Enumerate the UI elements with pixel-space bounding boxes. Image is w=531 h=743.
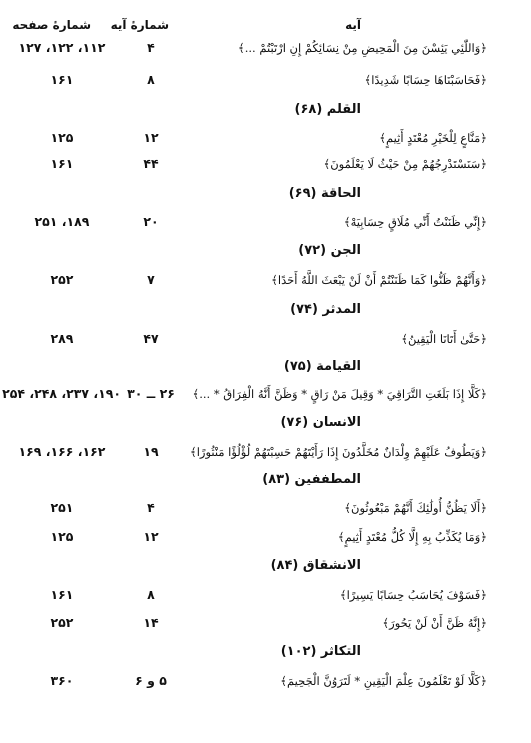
surah-title: القلم (۶۸) xyxy=(294,102,361,117)
table-row xyxy=(0,497,531,519)
page-numbers: ۳۶۰ xyxy=(50,673,74,688)
column-header-ayah: آيه xyxy=(345,18,361,32)
table-row xyxy=(0,584,531,606)
page-numbers: ۱۹۰، ۲۳۷، ۲۴۸، ۲۵۴ xyxy=(2,386,121,401)
surah-section-heading xyxy=(0,99,531,121)
ayah-number: ۸ xyxy=(147,72,155,87)
page-numbers: ۱۲۵ xyxy=(50,130,74,145)
surah-title: التكاثر (۱۰۲) xyxy=(280,644,361,659)
ayah-number: ۱۴ xyxy=(143,615,159,630)
table-row xyxy=(0,526,531,548)
table-row xyxy=(0,153,531,175)
surah-title: الانسان (۷۶) xyxy=(280,415,361,430)
ayah-number: ۲۶ ــ ۳۰ xyxy=(127,386,175,401)
table-row xyxy=(0,37,531,59)
surah-section-heading xyxy=(0,299,531,321)
page-numbers: ۲۵۲ xyxy=(50,615,74,630)
page-numbers: ۱۶۱ xyxy=(50,72,74,87)
ayah-number: ۷ xyxy=(147,272,155,287)
surah-title: الحاقة (۶۹) xyxy=(288,186,361,201)
surah-section-heading xyxy=(0,183,531,205)
table-row xyxy=(0,328,531,350)
page-numbers: ۱۱۲، ۱۲۲، ۱۲۷ xyxy=(18,40,106,55)
ayah-text: ﴿سَنَسْتَدْرِجُهُمْ مِنْ حَيْثُ لَا يَعْلَمُونَ﴾ xyxy=(323,157,487,171)
page-numbers: ۲۸۹ xyxy=(50,331,74,346)
surah-section-heading xyxy=(0,641,531,663)
ayah-number: ۱۲ xyxy=(143,529,159,544)
surah-section-heading xyxy=(0,240,531,262)
ayah-number: ۴ xyxy=(147,40,155,55)
ayah-text: ﴿حَتَّىٰ أَتَانَا الْيَقِينُ﴾ xyxy=(401,332,487,346)
page-numbers: ۱۶۱ xyxy=(50,587,74,602)
ayah-number: ۵ و ۶ xyxy=(135,673,167,688)
surah-section-heading xyxy=(0,412,531,434)
ayah-number: ۸ xyxy=(147,587,155,602)
table-row xyxy=(0,211,531,233)
page-numbers: ۱۶۲، ۱۶۶، ۱۶۹ xyxy=(18,444,106,459)
column-header-ayah-number: شمارهٔ آيه xyxy=(110,18,169,32)
table-row xyxy=(0,69,531,91)
table-row xyxy=(0,670,531,692)
ayah-number: ۱۲ xyxy=(143,130,159,145)
surah-section-heading xyxy=(0,469,531,491)
page-numbers: ۱۶۱ xyxy=(50,156,74,171)
surah-title: المطففين (۸۳) xyxy=(262,472,361,487)
table-row xyxy=(0,383,531,405)
ayah-text: ﴿وَأَنَّهُمْ ظَنُّوا كَمَا ظَنَنْتُمْ أَنْ لَنْ يَبْعَثَ اللَّهُ أَحَدًا﴾ xyxy=(271,273,487,287)
surah-section-heading xyxy=(0,555,531,577)
ayah-number: ۲۰ xyxy=(143,214,159,229)
table-row xyxy=(0,269,531,291)
ayah-text: ﴿إِنَّهُ ظَنَّ أَنْ لَنْ يَحُورَ﴾ xyxy=(382,616,487,630)
ayah-number: ۱۹ xyxy=(143,444,159,459)
ayah-text: ﴿كَلَّا إِذَا بَلَغَتِ التَّرَاقِيَ * وَقِيلَ مَنْ رَاقٍ * وَظَنَّ أَنَّهُ الْفِرَاقُ * ...﴾ xyxy=(192,387,487,401)
column-header-page-number: شمارهٔ صفحه xyxy=(12,18,91,32)
ayah-number: ۴۴ xyxy=(143,156,159,171)
surah-title: المدثر (۷۴) xyxy=(290,302,361,317)
ayah-text: ﴿فَسَوْفَ يُحَاسَبُ حِسَابًا يَسِيرًا﴾ xyxy=(339,588,487,602)
surah-title: الانشقاق (۸۴) xyxy=(270,558,361,573)
ayah-text: ﴿وَيَطُوفُ عَلَيْهِمْ وِلْدَانٌ مُخَلَّدُونَ إِذَا رَأَيْتَهُمْ حَسِبْتَهُمْ لُؤْلُؤًا مَنْثُورًا﴾ xyxy=(189,445,487,459)
ayah-text: ﴿فَحَاسَبْنَاهَا حِسَابًا شَدِيدًا﴾ xyxy=(364,73,487,87)
ayah-text: ﴿أَلَا يَظُنُّ أُولَٰئِكَ أَنَّهُمْ مَبْعُوثُونَ﴾ xyxy=(344,501,487,515)
ayah-text: ﴿مَنَّاعٍ لِلْخَيْرِ مُعْتَدٍ أَثِيمٍ﴾ xyxy=(379,131,487,145)
ayah-number: ۴ xyxy=(147,500,155,515)
table-row xyxy=(0,127,531,149)
surah-title: القيامة (۷۵) xyxy=(283,359,361,374)
ayah-number: ۴۷ xyxy=(143,331,159,346)
ayah-text: ﴿وَمَا يُكَذِّبُ بِهِ إِلَّا كُلُّ مُعْتَدٍ أَثِيمٍ﴾ xyxy=(337,530,487,544)
page-numbers: ۱۲۵ xyxy=(50,529,74,544)
ayah-text: ﴿إِنِّي ظَنَنْتُ أَنِّي مُلَاقٍ حِسَابِيَهْ﴾ xyxy=(343,215,487,229)
page-numbers: ۲۵۲ xyxy=(50,272,74,287)
ayah-text: ﴿وَاللّٰئِي يَئِسْنَ مِنَ الْمَحِيضِ مِنْ نِسَائِكُمْ إِنِ ارْتَبْتُمْ ...﴾ xyxy=(238,41,487,55)
surah-section-heading xyxy=(0,356,531,378)
table-row xyxy=(0,441,531,463)
page-numbers: ۱۸۹، ۲۵۱ xyxy=(34,214,90,229)
table-row xyxy=(0,612,531,634)
surah-title: الجن (۷۲) xyxy=(298,243,361,258)
ayah-text: ﴿كَلَّا لَوْ تَعْلَمُونَ عِلْمَ الْيَقِينِ * لَتَرَوُنَّ الْجَحِيمَ﴾ xyxy=(280,674,487,688)
page-numbers: ۲۵۱ xyxy=(50,500,74,515)
